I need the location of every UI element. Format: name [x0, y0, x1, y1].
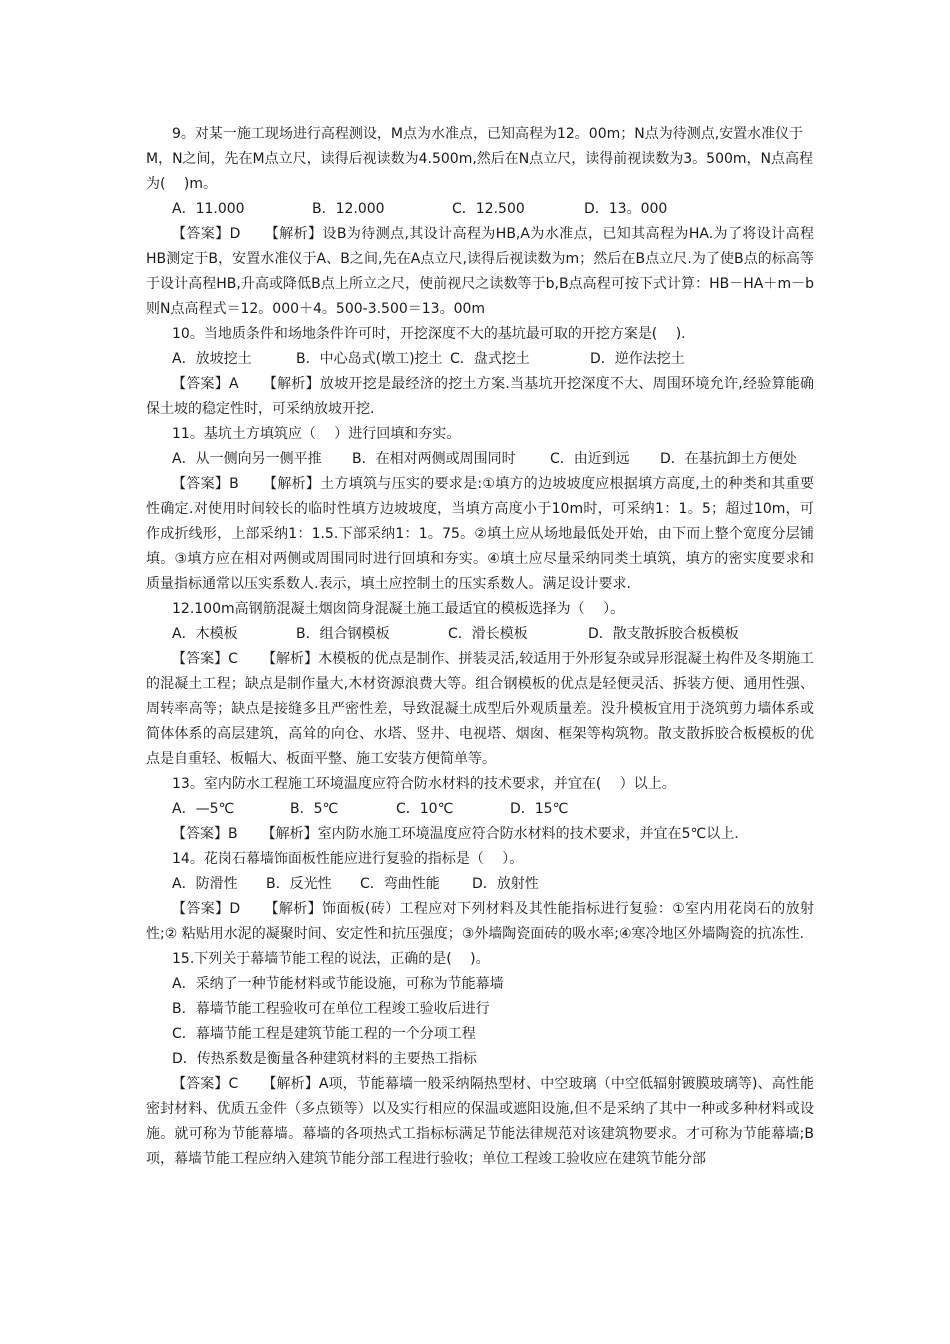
option-a: A．—5℃: [172, 801, 235, 817]
answer-block: [146, 372, 814, 422]
option-b: B．在相对两侧或周围同时: [352, 451, 516, 467]
option-b: B．反光性: [266, 876, 332, 892]
document-body: [146, 122, 814, 1172]
answer-block: [146, 1072, 814, 1172]
option-b: B．组合钢模板: [296, 626, 390, 642]
option-c: C．幕墙节能工程是建筑节能工程的一个分项工程: [172, 1026, 476, 1042]
question-options: [146, 447, 814, 472]
question-15: [146, 947, 814, 1172]
question-options: [146, 872, 814, 897]
answer-block: [146, 472, 814, 597]
question-11: [146, 422, 814, 597]
answer-block: [146, 897, 814, 947]
question-14: [146, 847, 814, 947]
analysis-text: 【解析】土方填筑与压实的要求是:①填方的边坡坡度应根据填方高度,土的种类和其重要性确定.对使用时间较长的临时性填方边坡坡度，当填方高度小于10m时，可采纳1：1。5；超过10m，可作成折线形，上部采纳1：1.5.下部采纳1：1。75。②填土应从场地最低处开始，由下而上整个宽度分层铺填。③填方应在相对两侧或周围同时进行回填和夯实。④填土应尽量采纳同类土填筑，填方的密实度要求和质量指标通常以压实系数人.表示，填土应控制土的压实系数人。满足设计要求.: [146, 476, 815, 592]
question-options: [146, 797, 814, 822]
question-options: [146, 622, 814, 647]
option-b: B．12.000: [312, 201, 385, 217]
answer-tag: 【答案】C: [172, 1076, 239, 1092]
answer-tag: 【答案】A: [172, 376, 239, 392]
option-a: A．木模板: [172, 626, 238, 642]
answer-tag: 【答案】D: [172, 901, 241, 917]
analysis-text: 【解析】A项，节能幕墙一般采纳隔热型材、中空玻璃（中空低辐射镀膜玻璃等)、高性能密封材料、优质五金件（多点锁等）以及实行相应的保温或遮阳设施,但不是采纳了其中一种或多种材料或设施。就可称为节能幕墙。幕墙的各项热式工指标标满足节能法律规范对该建筑物要求。才可称为节能幕墙;B项，幕墙节能工程应纳入建筑节能分部工程进行验收；单位工程竣工验收应在建筑节能分部: [146, 1076, 814, 1167]
option-d: D．15℃: [510, 801, 569, 817]
question-options: [146, 347, 814, 372]
option-c: C．10℃: [396, 801, 454, 817]
option-a: A．放坡挖土: [172, 351, 252, 367]
question-stem: 12.100m高钢筋混凝土烟囱筒身混凝土施工最适宜的模板选择为（ ）。: [172, 601, 625, 617]
option-d: D．13。000: [584, 201, 668, 217]
option-d: D．在基抗卸土方便处: [660, 451, 797, 467]
question-stem: 10。当地质条件和场地条件许可时，开挖深度不大的基坑最可取的开挖方案是( ).: [172, 326, 686, 342]
question-options: [146, 197, 814, 222]
answer-tag: 【答案】C: [172, 651, 238, 667]
option-b: B．5℃: [290, 801, 339, 817]
option-a: A．11.000: [172, 201, 245, 217]
option-a: A．采纳了一种节能材料或节能设施，可称为节能幕墙: [172, 976, 504, 992]
option-c: C．由近到远: [550, 451, 630, 467]
question-12: [146, 597, 814, 772]
answer-tag: 【答案】B: [172, 826, 238, 842]
question-9: [146, 122, 814, 322]
option-d: D．逆作法挖土: [590, 351, 685, 367]
option-a: A．防滑性: [172, 876, 238, 892]
option-d: D．传热系数是衡量各种建筑材料的主要热工指标: [172, 1051, 477, 1067]
question-13: [146, 772, 814, 847]
option-c: C．盘式挖土: [450, 351, 530, 367]
question-stem: 14。花岗石幕墙饰面板性能应进行复验的指标是（ ）。: [172, 851, 524, 867]
answer-block: [146, 647, 814, 772]
option-d: D．放射性: [472, 876, 539, 892]
answer-tag: 【答案】D: [172, 226, 241, 242]
option-c: C．12.500: [452, 201, 525, 217]
answer-tag: 【答案】B: [172, 476, 239, 492]
option-a: A．从一侧向另一侧平推: [172, 451, 322, 467]
option-b: B．中心岛式(墩工)挖土: [296, 351, 443, 367]
option-d: D．散支散拆胶合板模板: [588, 626, 739, 642]
analysis-text: 【解析】饰面板(砖）工程应对下列材料及其性能指标进行复验：①室内用花岗石的放射性;② 粘贴用水泥的凝聚时间、安定性和抗压强度；③外墙陶瓷面砖的吸水率;④寒冷地区外墙陶瓷的抗冻性.: [146, 901, 815, 942]
option-b: B．幕墙节能工程验收可在单位工程竣工验收后进行: [172, 1001, 490, 1017]
answer-block: [146, 222, 814, 322]
answer-block: [146, 822, 814, 847]
analysis-text: 【解析】放坡开挖是最经济的挖土方案.当基坑开挖深度不大、周围环境允许,经验算能确保土坡的稳定性时，可采纳放坡开挖.: [146, 376, 814, 417]
question-10: [146, 322, 814, 422]
analysis-text: 【解析】木模板的优点是制作、拼装灵活,较适用于外形复杂或异形混凝土构件及冬期施工的混凝土工程；缺点是制作量大,木材资源浪费大等。组合钢模板的优点是轻便灵活、拆装方便、通用性强、周转率高等；缺点是接缝多且严密性差，导致混凝土成型后外观质量差。没升模板宜用于浇筑剪力墙体系或简体体系的高层建筑，高耸的向仓、水塔、竖井、电视塔、烟囱、框架等构筑物。散支散拆胶合板模板的优点是自重轻、板幅大、板面平整、施工安装方便简单等。: [146, 651, 814, 767]
question-stem: 9。对某一施工现场进行高程测设，M点为水准点，已知高程为12。00m；N点为待测点,安置水准仪于M，N之间，先在M点立尺，读得后视读数为4.500m,然后在N点立尺，读得前视读数为3。500m，N点高程为( )m。: [146, 126, 814, 192]
question-stem: 13。室内防水工程施工环境温度应符合防水材料的技术要求，并宜在( ）以上。: [172, 776, 676, 792]
option-c: C．滑长模板: [448, 626, 528, 642]
question-stem: 11。基坑土方填筑应（ ）进行回填和夯实。: [172, 426, 461, 442]
analysis-text: 【解析】设B为待测点,其设计高程为HB,A为水准点，已知其高程为HA.为了将设计高程HB测定于B，安置水准仪于A、B之间,先在A点立尺,读得后视读数为m；然后在B点立尺.为了使B点的标高等于设计高程HB,升高或降低B点上所立之尺，使前视尺之读数等于b,B点高程可按下式计算：HB－HA＋m－b则N点高程式＝12。000＋4。500-3.500＝13。00m: [146, 226, 815, 317]
option-c: C．弯曲性能: [360, 876, 440, 892]
analysis-text: 【解析】室内防水施工环境温度应符合防水材料的技术要求，并宜在5℃以上.: [261, 826, 739, 842]
question-stem: 15.下列关于幕墙节能工程的说法，正确的是( )。: [172, 951, 490, 967]
